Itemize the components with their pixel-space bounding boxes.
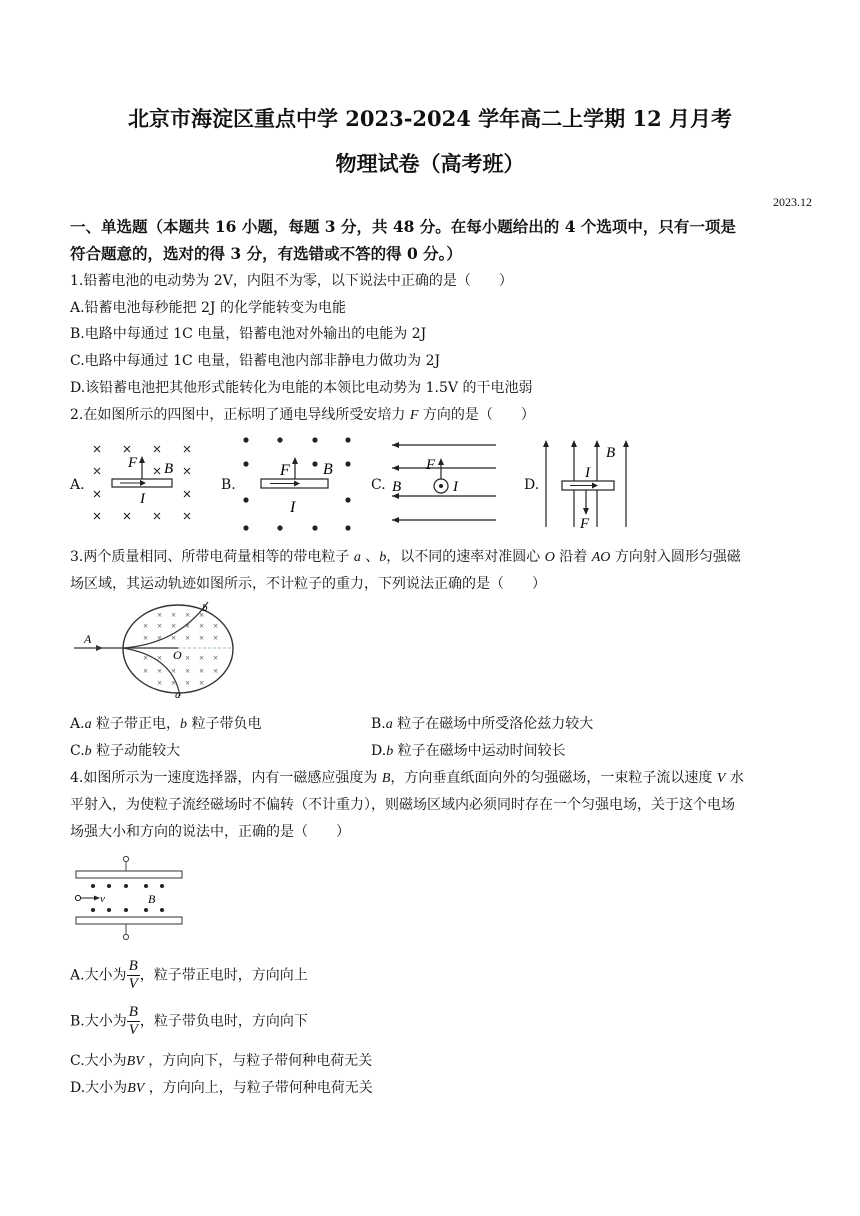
q4-stem-line1 [70, 767, 744, 787]
fraction-b-over-v [127, 958, 140, 993]
svg-text:×: × [213, 653, 219, 663]
svg-text:×: × [199, 653, 205, 663]
svg-text:×: × [185, 610, 191, 620]
svg-text:×: × [185, 678, 191, 688]
q3-option-a-text2: 粒子带负电 [187, 716, 262, 732]
q4-var-b: B [381, 771, 391, 786]
label-f: F [426, 457, 436, 473]
q3-sep: 、 [360, 549, 380, 565]
q3-stem-line1 [70, 546, 741, 566]
svg-text:×: × [171, 666, 177, 676]
svg-text:×: × [185, 633, 191, 643]
q3-option-c-letter: C. [70, 743, 85, 759]
label-b: B [323, 461, 333, 478]
svg-text:×: × [143, 653, 149, 663]
svg-text:×: × [199, 621, 205, 631]
q4-figure [70, 853, 186, 943]
section-heading-line1: 一、单选题（本题共 16 小题，每题 3 分，共 48 分。在每小题给出的 4 个选项中，只有一项是 [70, 217, 736, 236]
section-heading-line2: 符合题意的，选对的得 3 分，有选错或不答的得 0 分。） [70, 244, 462, 263]
label-a-track: a [175, 689, 181, 700]
q2-figure-b [238, 432, 358, 536]
q4-option-d-text1: D.大小为 [70, 1080, 128, 1096]
svg-text:×: × [199, 678, 205, 688]
terminal-bottom [123, 934, 128, 939]
label-i: I [453, 479, 458, 495]
q4-option-c-var: BV [126, 1054, 144, 1069]
q4-option-c-text2: ，方向向下，与粒子带何种电荷无关 [143, 1053, 373, 1069]
page-subtitle: 物理试卷（高考班） [335, 151, 525, 176]
label-b-track: b [202, 602, 208, 614]
svg-text:×: × [185, 653, 191, 663]
q4-option-d-text2: ，方向向上，与粒子带何种电荷无关 [144, 1080, 373, 1096]
label-f: F [128, 455, 138, 471]
svg-text:×: × [171, 621, 177, 631]
trajectory-b [123, 602, 208, 648]
svg-text:×: × [213, 621, 219, 631]
label-i: I [585, 465, 590, 481]
svg-text:×: × [213, 633, 219, 643]
q3-stem-line2: 场区域，其运动轨迹如图所示，不计粒子的重力，下列说法正确的是（ ） [70, 576, 546, 592]
svg-text:×: × [171, 610, 177, 620]
q4-stem-text1: 4.如图所示为一速度选择器，内有一磁感应强度为 [70, 770, 382, 786]
svg-text:×: × [199, 633, 205, 643]
q4-option-c [70, 1050, 372, 1070]
svg-text:×: × [157, 678, 163, 688]
q4-var-v: V [716, 771, 726, 786]
q3-option-c-text: 粒子动能较大 [91, 743, 181, 759]
q4-option-b-text2: ，粒子带负电时，方向向下 [139, 1013, 308, 1030]
svg-text:×: × [185, 666, 191, 676]
q3-stem-text4: 方向射入圆形匀强磁 [610, 549, 741, 565]
fraction-denominator: V [128, 1022, 138, 1038]
q2-label-c: C. [371, 477, 386, 493]
q2-label-d: D. [524, 477, 540, 493]
svg-text:×: × [199, 610, 205, 620]
svg-text:×: × [171, 633, 177, 643]
svg-text:×: × [199, 666, 205, 676]
q3-option-b-text: 粒子在磁场中所受洛伦兹力较大 [392, 716, 594, 732]
q3-option-b [371, 713, 593, 733]
q3-stem-text2: ，以不同的速率对准圆心 [386, 549, 545, 565]
q1-option-c: C.电路中每通过 1C 电量，铅蓄电池内部非静电力做功为 2J [70, 353, 441, 369]
label-i: I [290, 499, 296, 516]
q3-var-a: a [353, 550, 361, 565]
q1-option-b: B.电路中每通过 1C 电量，铅蓄电池对外输出的电能为 2J [70, 326, 427, 342]
q1-stem: 1.铅蓄电池的电动势为 2V，内阻不为零，以下说法中正确的是（ ） [70, 273, 513, 289]
q2-stem [70, 404, 535, 424]
q3-option-a-text1: 粒子带正电， [91, 716, 181, 732]
q3-var-b: b [379, 550, 387, 565]
q3-option-c-var: b [84, 744, 92, 759]
q3-option-d-var: b [386, 744, 394, 759]
svg-text:×: × [213, 666, 219, 676]
fraction-numerator: B [128, 958, 138, 974]
q2-stem-tail: 方向的是（ ） [418, 407, 535, 423]
label-f: F [580, 516, 590, 531]
q3-option-a-letter: A. [70, 716, 85, 732]
q3-figure [70, 598, 235, 700]
svg-text:×: × [157, 621, 163, 631]
label-b: B [392, 479, 402, 495]
q2-label-b: B. [221, 477, 236, 493]
q3-option-d [371, 740, 566, 760]
q4-option-d [70, 1077, 373, 1097]
label-b: B [148, 892, 156, 906]
q3-option-b-var: a [385, 717, 393, 732]
q2-stem-text: 2.在如图所示的四图中，正标明了通电导线所受安培力 [70, 407, 410, 423]
q2-figure-a [85, 435, 205, 535]
q4-option-a [70, 958, 308, 993]
q3-option-d-letter: D. [371, 743, 387, 759]
exam-date: 2023.12 [773, 195, 812, 209]
label-b: B [164, 461, 174, 477]
svg-text:×: × [143, 633, 149, 643]
q4-option-c-text1: C.大小为 [70, 1053, 127, 1069]
label-b: B [606, 445, 616, 461]
q2-label-a: A. [70, 477, 85, 493]
svg-text:×: × [157, 653, 163, 663]
label-f: F [280, 462, 290, 479]
q3-var-ao: AO [591, 550, 611, 565]
fraction-numerator: B [128, 1004, 138, 1020]
q4-stem-line3: 场强大小和方向的说法中，正确的是（ ） [70, 824, 350, 840]
label-v: v [100, 893, 105, 905]
q3-option-a [70, 713, 261, 733]
label-i: I [140, 491, 145, 507]
q4-option-a-text1: A.大小为 [70, 967, 127, 984]
q4-stem-line2: 平射入，为使粒子流经磁场时不偏转（不计重力），则磁场区域内必须同时存在一个匀强电场，关于这个电场 [70, 797, 735, 813]
q4-option-b [70, 1004, 308, 1039]
svg-text:×: × [157, 610, 163, 620]
q4-stem-text3: 水 [725, 770, 744, 786]
q3-var-o: O [544, 550, 555, 565]
svg-text:×: × [157, 633, 163, 643]
q3-option-d-text: 粒子在磁场中运动时间较长 [393, 743, 566, 759]
svg-text:×: × [157, 666, 163, 676]
label-o: O [173, 648, 182, 662]
terminal-top [123, 856, 128, 861]
svg-text:×: × [143, 621, 149, 631]
fraction-b-over-v [127, 1004, 140, 1039]
q3-stem-text3: 沿着 [554, 549, 592, 565]
q3-option-a-var2: b [180, 717, 188, 732]
q1-option-a: A.铅蓄电池每秒能把 2J 的化学能转变为电能 [70, 300, 346, 316]
q4-option-a-text2: ，粒子带正电时，方向向上 [139, 967, 308, 984]
q3-option-c [70, 740, 180, 760]
q3-stem-text: 3.两个质量相同、所带电荷量相等的带电粒子 [70, 549, 354, 565]
q1-option-d: D.该铅蓄电池把其他形式能转化为电能的本领比电动势为 1.5V 的干电池弱 [70, 380, 533, 396]
q2-figure-d [540, 437, 632, 531]
q4-option-d-var: BV [127, 1081, 145, 1096]
q2-figure-c [388, 440, 500, 530]
label-a-point: A [84, 632, 92, 646]
upper-plate [76, 871, 182, 878]
lower-plate [76, 917, 182, 924]
fraction-denominator: V [128, 976, 138, 992]
q3-option-b-letter: B. [371, 716, 386, 732]
q4-stem-text2: ，方向垂直纸面向外的匀强磁场，一束粒子流以速度 [390, 770, 717, 786]
page-title: 北京市海淀区重点中学 2023-2024 学年高二上学期 12 月月考 [127, 106, 733, 131]
svg-text:×: × [143, 666, 149, 676]
q3-option-a-var1: a [84, 717, 92, 732]
q4-option-b-text1: B.大小为 [70, 1013, 127, 1030]
svg-text:×: × [185, 621, 191, 631]
svg-text:×: × [171, 678, 177, 688]
q2-stem-force: F [409, 408, 419, 423]
